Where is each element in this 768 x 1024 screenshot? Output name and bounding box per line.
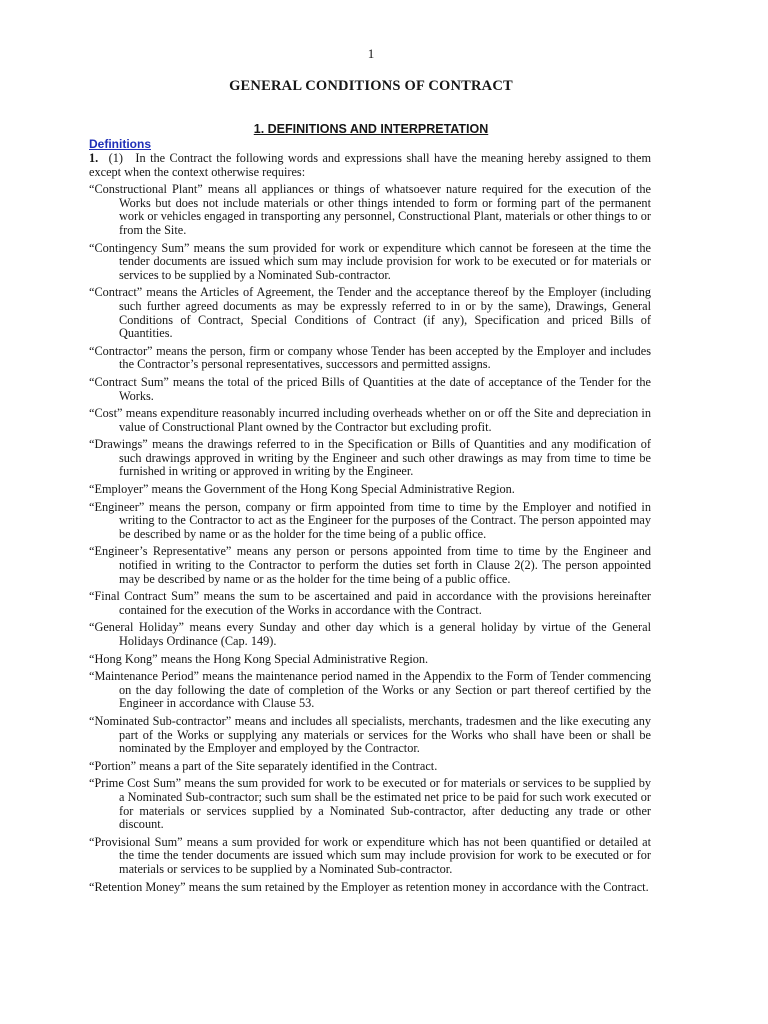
definition-item: “Portion” means a part of the Site separately identified in the Contract. <box>89 758 438 773</box>
document-body <box>89 152 651 898</box>
definition-item: “Hong Kong” means the Hong Kong Special Administrative Region. <box>89 651 429 666</box>
definition-item: “Contract Sum” means the total of the priced Bills of Quantities at the date of acceptance of the Tender for the Works. <box>89 374 651 403</box>
definition-item: “Contractor” means the person, firm or company whose Tender has been accepted by the Employer and includes the Contractor’s personal representatives, successors and permitted assigns. <box>89 343 651 372</box>
definition-item: “Nominated Sub-contractor” means and includes all specialists, merchants, tradesmen and the like executing any part of the Works or supplying any materials or services for the Works who shall have been or shall be nominated by the Employer and employed by the Contractor. <box>89 713 651 756</box>
definition-item: “Drawings” means the drawings referred to in the Specification or Bills of Quantities and any modification of such drawings approved in writing by the Engineer and such other drawings as may from time to time be furnished in writing or approved in writing by the Engineer. <box>89 437 651 479</box>
definition-item: “Engineer” means the person, company or firm appointed from time to time by the Employer and notified in writing to the Contractor to act as the Engineer for the purposes of the Contract. The person appointed may be described by name or as the holder for the time being of a public office. <box>89 499 651 541</box>
intro-text: In the Contract the following words and expressions shall have the meaning hereby assigned to them except when the context otherwise requires: <box>89 151 652 179</box>
clause-number: 1. <box>89 151 99 165</box>
sub-clause-number: (1) <box>108 151 123 165</box>
document-title: GENERAL CONDITIONS OF CONTRACT <box>229 78 513 94</box>
definition-item: “Engineer’s Representative” means any person or persons appointed from time to time by the Engineer and notified in writing to the Contractor to perform the duties set forth in Clause 2(2). The person appointed may be described by name or as the holder for the time being of a public office. <box>89 544 651 586</box>
page-number: 1 <box>367 46 375 61</box>
definition-item: “Contract” means the Articles of Agreement, the Tender and the acceptance thereof by the Employer (including such further agreed documents as may be expressly referred to in or by the same), Drawings, General Conditions of Contract, Special Conditions of Contract (if any), Specification and priced Bills of Quantities. <box>89 285 651 341</box>
definition-item: “Retention Money” means the sum retained by the Employer as retention money in accordance with the Contract. <box>89 879 649 894</box>
section-heading: 1. DEFINITIONS AND INTERPRETATION <box>253 122 489 136</box>
definition-item: “General Holiday” means every Sunday and other day which is a general holiday by virtue of the General Holidays Ordinance (Cap. 149). <box>89 620 651 648</box>
definition-item: “Maintenance Period” means the maintenance period named in the Appendix to the Form of Tender commencing on the day following the date of completion of the Works or any Section or part thereof certified by the Engineer in accordance with Clause 53. <box>89 669 651 711</box>
side-heading-definitions: Definitions <box>89 137 151 151</box>
intro-paragraph <box>89 152 651 179</box>
definition-item: “Final Contract Sum” means the sum to be ascertained and paid in accordance with the provisions hereinafter contained for the execution of the Works in accordance with the Contract. <box>89 589 651 617</box>
definition-item: “Provisional Sum” means a sum provided for work or expenditure which has not been quantified or detailed at the time the tender documents are issued which sum may include provision for work to be executed or for materials or services to be supplied by a Nominated Sub-contractor. <box>89 834 651 876</box>
definition-item: “Employer” means the Government of the Hong Kong Special Administrative Region. <box>89 482 515 497</box>
definition-item: “Prime Cost Sum” means the sum provided for work to be executed or for materials or services to be supplied by a Nominated Sub-contractor; such sum shall be the estimated net price to be paid for such work executed or for materials or services supplied by a Nominated Sub-contractor, after deducting any trade or other discount. <box>89 776 651 832</box>
definition-item: “Constructional Plant” means all appliances or things of whatsoever nature required for the execution of the Works but does not include materials or other things intended to form or forming part of the permanent work or vehicles engaged in transporting any personnel, Constructional Plant, materials or other things to or from the Site. <box>89 182 651 237</box>
definition-item: “Cost” means expenditure reasonably incurred including overheads whether on or off the Site and depreciation in value of Constructional Plant owned by the Contractor but excluding profit. <box>89 406 651 434</box>
definition-item: “Contingency Sum” means the sum provided for work or expenditure which cannot be foreseen at the time the tender documents are issued which sum may include provision for work to be executed or for materials or services to be supplied by a Nominated Sub-contractor. <box>89 240 651 282</box>
